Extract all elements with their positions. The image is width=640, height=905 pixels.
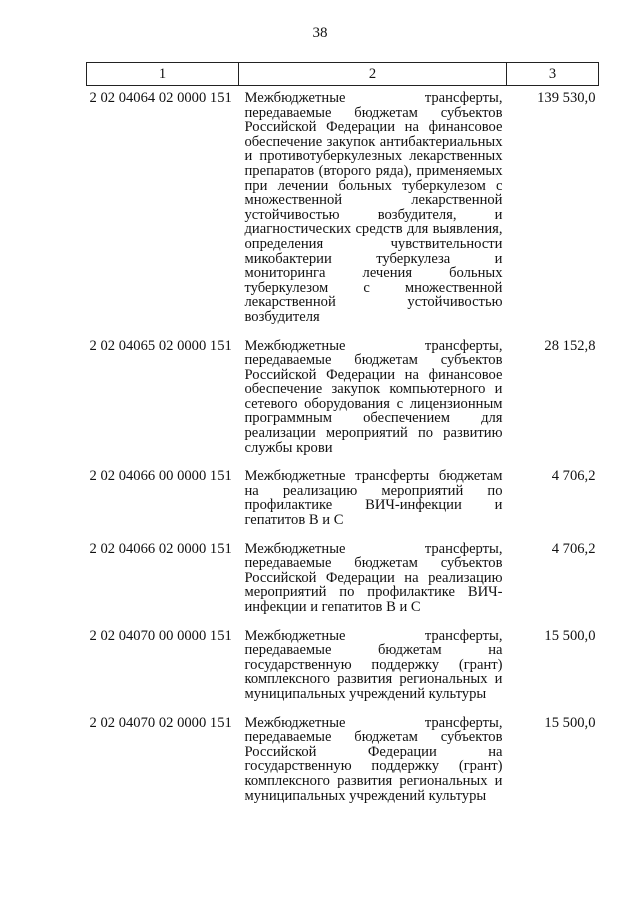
- budget-description: Межбюджетные трансферты, передаваемые бюджетам субъектов Российской Федерации на государственную поддержку (грант) комплексного развития региональных и муниципальных учреждений культуры: [244, 714, 503, 804]
- budget-code: 2 02 04070 02 0000 151: [89, 714, 232, 731]
- budget-code: 2 02 04070 00 0000 151: [89, 627, 232, 644]
- budget-table: [86, 62, 599, 812]
- table-row: [87, 334, 599, 465]
- budget-amount: 4 706,2: [551, 540, 596, 557]
- budget-description: Межбюджетные трансферты, передаваемые бюджетам субъектов Российской Федерации на реализацию мероприятий по профилактике ВИЧ-инфекции и гепатитов В и С: [244, 540, 503, 615]
- budget-code: 2 02 04065 02 0000 151: [89, 337, 232, 354]
- budget-amount: 4 706,2: [551, 468, 596, 485]
- table-row: [87, 86, 599, 334]
- budget-amount: 139 530,0: [537, 90, 596, 106]
- header-row: [87, 63, 599, 86]
- column-header-3: 3: [507, 63, 599, 86]
- table-row: [87, 537, 599, 624]
- column-header-1: 1: [87, 63, 239, 86]
- table-row: [87, 624, 599, 711]
- column-header-2: 2: [239, 63, 507, 86]
- budget-description: Межбюджетные трансферты бюджетам на реализацию мероприятий по профилактике ВИЧ-инфекции и гепатитов В и С: [244, 468, 503, 529]
- table-body: [87, 86, 599, 813]
- budget-description: Межбюджетные трансферты, передаваемые бюджетам субъектов Российской Федерации на финансовое обеспечение закупок антибактериальных и противотуберкулезных лекарственных препаратов (второго ряда), применяемых при лечении больных туберкулезом с множественной лекарственной устойчивостью возбудителя, и диагностических средств для выявления, определения чувствительности микобактерии туберкулеза и мониторинга лечения больных туберкулезом с множественной лекарственной устойчивостью возбудителя: [244, 90, 503, 325]
- budget-description: Межбюджетные трансферты, передаваемые бюджетам на государственную поддержку (грант) комплексного развития региональных и муниципальных учреждений культуры: [244, 627, 503, 702]
- budget-amount: 28 152,8: [544, 337, 596, 354]
- budget-code: 2 02 04066 02 0000 151: [89, 540, 232, 557]
- table-header: [87, 63, 599, 86]
- table-row: [87, 464, 599, 536]
- page-number: 38: [312, 25, 328, 41]
- budget-amount: 15 500,0: [544, 627, 596, 644]
- table-row: [87, 711, 599, 813]
- budget-amount: 15 500,0: [544, 714, 596, 731]
- budget-code: 2 02 04066 00 0000 151: [89, 468, 232, 485]
- budget-code: 2 02 04064 02 0000 151: [89, 90, 232, 106]
- budget-description: Межбюджетные трансферты, передаваемые бюджетам субъектов Российской Федерации на финансовое обеспечение закупок компьютерного и сетевого оборудования с лицензионным программным обеспечением для реализации мероприятий по развитию службы крови: [244, 337, 503, 456]
